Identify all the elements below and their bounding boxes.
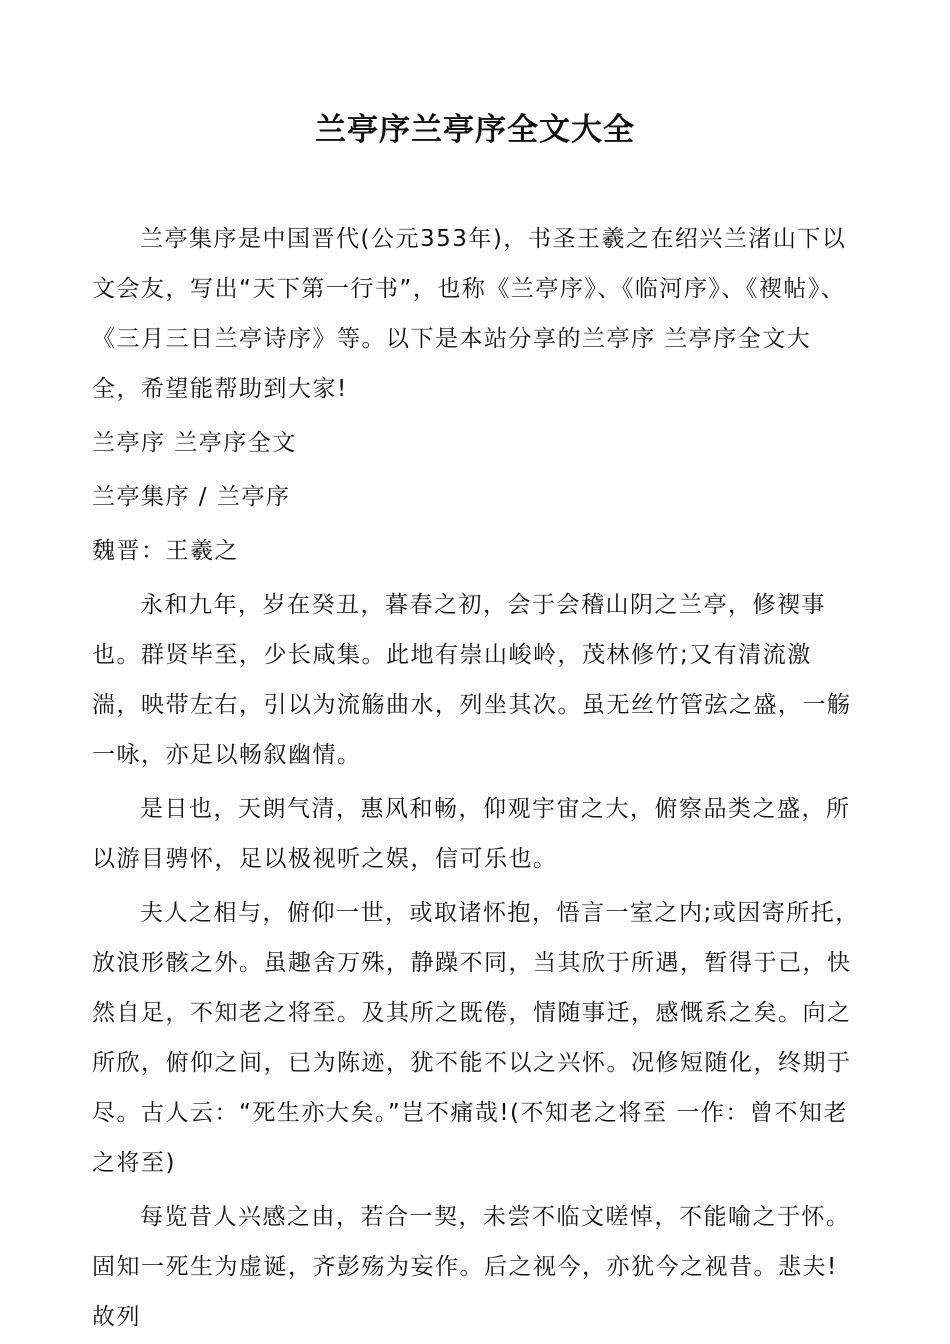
body-paragraph: 夫人之相与，俯仰一世，或取诸怀抱，悟言一室之内;或因寄所托，放浪形骸之外。虽趣舍万殊，静躁不同，当其欣于所遇，暂得于己，快然自足，不知老之将至。及其所之既倦，情随事迁，感慨系之矣。向之所欣，俯仰之间，已为陈迹，犹不能不以之兴怀。况修短随化，终期于尽。古人云：“死生亦大矣。”岂不痛哉!(不知老之将至 一作：曾不知老之将至) xyxy=(92,900,860,1176)
intro-paragraph: 兰亭集序是中国晋代(公元353年)，书圣王羲之在绍兴兰渚山下以文会友，写出“天下第一行书”，也称《兰亭序》、《临河序》、《褉帖》、《三月三日兰亭诗序》等。以下是本站分享的兰亭序 兰亭序全文大全，希望能帮助到大家! xyxy=(92,226,847,402)
body-paragraph: 每览昔人兴感之由，若合一契，未尝不临文嗟悼，不能喻之于怀。固知一死生为虚诞，齐彭殇为妄作。后之视今，亦犹今之视昔。悲夫!故列 xyxy=(92,1204,851,1330)
document-title: 兰亭序兰亭序全文大全 xyxy=(315,112,635,148)
section-heading: 兰亭序 兰亭序全文 xyxy=(92,430,297,456)
body-paragraph: 是日也，天朗气清，惠风和畅，仰观宇宙之大，俯察品类之盛，所以游目骋怀，足以极视听之娱，信可乐也。 xyxy=(92,796,851,872)
document-body xyxy=(92,214,860,1342)
poem-title: 兰亭集序 / 兰亭序 xyxy=(92,484,291,510)
author-line: 魏晋：王羲之 xyxy=(92,538,239,564)
body-paragraph: 永和九年，岁在癸丑，暮春之初，会于会稽山阴之兰亭，修褉事也。群贤毕至，少长咸集。此地有崇山峻岭，茂林修竹;又有清流激湍，映带左右，引以为流觞曲水，列坐其次。虽无丝竹管弦之盛，一觞一咏，亦足以畅叙幽情。 xyxy=(92,592,852,768)
